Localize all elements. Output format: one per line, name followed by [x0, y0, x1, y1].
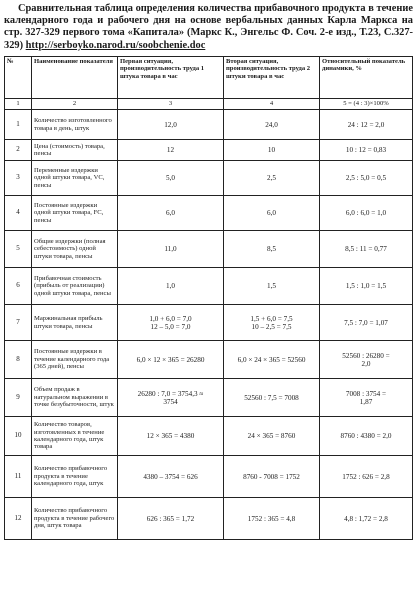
first-situation-value: [118, 140, 224, 161]
second-situation-value-line: 1,5 + 6,0 = 7,5: [250, 314, 293, 323]
table-row: [5, 110, 413, 140]
first-situation-value-line: 1,0: [166, 282, 175, 290]
first-situation-value: [118, 341, 224, 379]
table-row: [5, 140, 413, 161]
second-situation-value-line: 1,5: [267, 282, 276, 290]
indicator-name: Прибавочная стоимость (прибыль от реализации) одной штуки товара, пенсы: [32, 268, 118, 305]
second-situation-value-line: 6,0: [267, 209, 276, 217]
row-number: 2: [5, 140, 32, 161]
table-row: [5, 161, 413, 196]
dynamics-value: [320, 498, 413, 540]
first-situation-value-line: 12 × 365 = 4380: [146, 432, 195, 440]
dynamics-value-line: 8760 : 4380 = 2,0: [340, 432, 392, 440]
dynamics-value-line: 1,5 : 1,0 = 1,5: [345, 282, 387, 290]
second-situation-value: [224, 305, 320, 341]
index-cell: 2: [32, 99, 118, 110]
first-situation-value-line: 12,0: [164, 120, 177, 129]
dynamics-value: [320, 161, 413, 196]
second-situation-value: [224, 140, 320, 161]
second-situation-value: [224, 110, 320, 140]
dynamics-value: [320, 341, 413, 379]
second-situation-value: [224, 379, 320, 417]
row-number: 4: [5, 196, 32, 231]
row-number: 11: [5, 456, 32, 498]
dynamics-value: [320, 379, 413, 417]
indicator-name: Количество изготовленного товара в день, штук: [32, 110, 118, 140]
dynamics-value-line: 10 : 12 = 0,83: [345, 146, 387, 154]
second-situation-value: [224, 268, 320, 305]
first-situation-value: [118, 196, 224, 231]
indicator-name: Объем продаж в натуральном выражении в точке безубыточности, штук: [32, 379, 118, 417]
second-situation-value: [224, 231, 320, 268]
second-situation-value-line: 52560 : 7,5 = 7008: [244, 393, 299, 402]
row-number: 5: [5, 231, 32, 268]
first-situation-value-line: 3754: [163, 397, 178, 406]
index-cell: 1: [5, 99, 32, 110]
title-text: Сравнительная таблица определения количества прибавочного продукта в течение календарного года и рабочего дня на основе вербальных данных Карла Маркса на стр. 327-329 первого тома «Капитала» (Маркс К., Энгельс Ф. Соч. 2-е изд., Т.23, С.327-329): [4, 3, 413, 51]
indicator-name: Постоянные издержки в течение календарного года (365 дней), пенсы: [32, 341, 118, 379]
header-second-situation: Вторая ситуация, производительность труда 2 штуки товара в час: [224, 57, 320, 99]
first-situation-value: [118, 110, 224, 140]
indicator-name: Переменные издержки одной штуки товара, VC, пенсы: [32, 161, 118, 196]
row-number: 12: [5, 498, 32, 540]
first-situation-value: [118, 305, 224, 341]
second-situation-value: [224, 498, 320, 540]
first-situation-value-line: 6,0 × 12 × 365 = 26280: [136, 355, 205, 364]
first-situation-value: [118, 268, 224, 305]
indicator-name: Постоянные издержки одной штуки товара, FC, пенсы: [32, 196, 118, 231]
dynamics-value: [320, 268, 413, 305]
index-cell: 3: [118, 99, 224, 110]
table-row: [5, 231, 413, 268]
first-situation-value-line: 6,0: [166, 209, 175, 217]
second-situation-value-line: 10 – 2,5 = 7,5: [251, 322, 292, 331]
first-situation-value: [118, 456, 224, 498]
first-situation-value: [118, 231, 224, 268]
comparison-table: [4, 56, 413, 540]
first-situation-value-line: 1,0 + 6,0 = 7,0: [149, 314, 192, 323]
index-cell: 4: [224, 99, 320, 110]
table-row: [5, 417, 413, 456]
first-situation-value-line: 11,0: [164, 245, 177, 253]
first-situation-value-line: 26280 : 7,0 = 3754,3 ≈: [137, 389, 204, 398]
second-situation-value-line: 1752 : 365 = 4,8: [247, 514, 296, 523]
second-situation-value: [224, 456, 320, 498]
header-first-situation: Первая ситуация, производительность труда 1 штука товара в час: [118, 57, 224, 99]
dynamics-value: [320, 231, 413, 268]
dynamics-value-line: 4,8 : 1,72 = 2,8: [344, 514, 388, 523]
second-situation-value-line: 6,0 × 24 × 365 = 52560: [237, 355, 306, 364]
document-title: [4, 3, 413, 52]
second-situation-value: [224, 196, 320, 231]
index-cell: 5 = (4 : 3)×100%: [320, 99, 413, 110]
first-situation-value: [118, 417, 224, 456]
dynamics-value: [320, 196, 413, 231]
indicator-name: Количество прибавочного продукта в течение рабочего дня, штук товара: [32, 498, 118, 540]
second-situation-value: [224, 341, 320, 379]
row-number: 8: [5, 341, 32, 379]
second-situation-value: [224, 161, 320, 196]
first-situation-value-line: 12 – 5,0 = 7,0: [150, 322, 191, 331]
table-row: [5, 268, 413, 305]
second-situation-value-line: 24 × 365 = 8760: [247, 432, 296, 440]
indicator-name: Цена (стоимость) товара, пенсы: [32, 140, 118, 161]
second-situation-value-line: 8,5: [267, 245, 276, 253]
header-dynamics: Относительный показатель динамики, %: [320, 57, 413, 99]
first-situation-value-line: 12: [166, 146, 175, 154]
dynamics-value-line: 52560 : 26280 =: [342, 351, 390, 360]
row-number: 7: [5, 305, 32, 341]
dynamics-value-line: 2,0: [361, 359, 371, 368]
table-row: [5, 305, 413, 341]
dynamics-value-line: 2,5 : 5,0 = 0,5: [345, 174, 387, 182]
table-row: [5, 341, 413, 379]
first-situation-value-line: 4380 – 3754 = 626: [143, 472, 198, 481]
table-body: [5, 110, 413, 540]
dynamics-value: [320, 110, 413, 140]
dynamics-value-line: 1,87: [359, 397, 373, 406]
header-number: №: [5, 57, 32, 99]
row-number: 10: [5, 417, 32, 456]
header-indicator: Наименование показателя: [32, 57, 118, 99]
dynamics-value: [320, 305, 413, 341]
first-situation-value: [118, 379, 224, 417]
dynamics-value: [320, 140, 413, 161]
second-situation-value-line: 10: [267, 146, 276, 154]
dynamics-value-line: 24 : 12 = 2,0: [347, 120, 385, 129]
dynamics-value-line: 6,0 : 6,0 = 1,0: [345, 209, 387, 217]
row-number: 3: [5, 161, 32, 196]
table-row: [5, 498, 413, 540]
table-row: [5, 456, 413, 498]
first-situation-value: [118, 161, 224, 196]
indicator-name: Количество прибавочного продукта в течение календарного года, штук: [32, 456, 118, 498]
dynamics-value-line: 1752 : 626 = 2,8: [342, 472, 390, 481]
dynamics-value: [320, 417, 413, 456]
second-situation-value-line: 24,0: [265, 120, 278, 129]
row-number: 6: [5, 268, 32, 305]
row-number: 9: [5, 379, 32, 417]
table-row: [5, 196, 413, 231]
second-situation-value-line: 8760 - 7008 = 1752: [243, 472, 300, 481]
indicator-name: Общие издержки (полная себестоимость) одной штуки товара, пенсы: [32, 231, 118, 268]
second-situation-value: [224, 417, 320, 456]
dynamics-value: [320, 456, 413, 498]
indicator-name: Маржинальная прибыль штуки товара, пенсы: [32, 305, 118, 341]
first-situation-value-line: 5,0: [166, 174, 175, 182]
dynamics-value-line: 7008 : 3754 =: [345, 389, 387, 398]
first-situation-value-line: 626 : 365 = 1,72: [146, 514, 195, 523]
source-link[interactable]: http://serboyko.narod.ru/soobchenie.doc: [25, 39, 206, 51]
first-situation-value: [118, 498, 224, 540]
indicator-name: Количество товаров, изготовленных в течение календарного года, штук товара: [32, 417, 118, 456]
table-row: [5, 379, 413, 417]
row-number: 1: [5, 110, 32, 140]
dynamics-value-line: 8,5 : 11 = 0,77: [345, 245, 387, 253]
dynamics-value-line: 7,5 : 7,0 = 1,07: [344, 318, 388, 327]
second-situation-value-line: 2,5: [267, 174, 276, 182]
